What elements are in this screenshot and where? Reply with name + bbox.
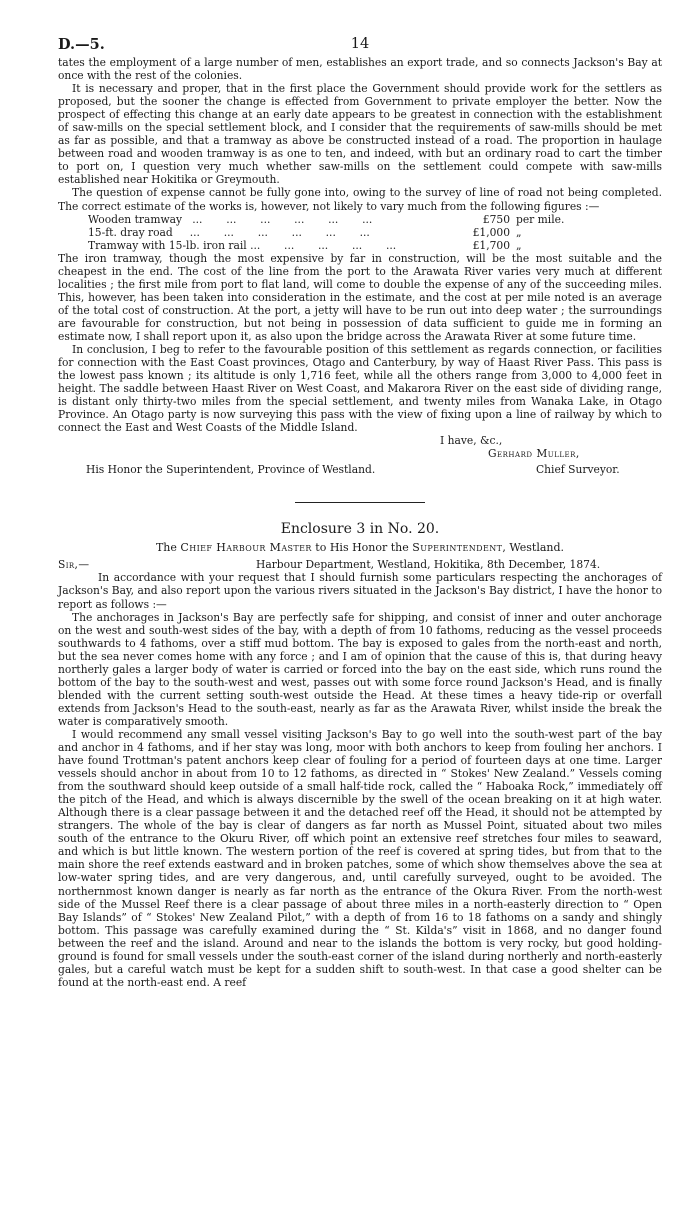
salutation: Sir,— [58, 558, 90, 572]
dateline: Harbour Department, Westland, Hokitika, 8th December, 1874. [256, 558, 601, 572]
estimate-amount: £750 [482, 212, 510, 226]
estimate-item: 15-ft. dray road ... ... ... ... ... ... [88, 225, 370, 239]
paragraph-iron-tramway: The iron tramway, though the most expensive by far in construction, will be the most suitable and the cheapest in the end. The cost of the line from the port to the Arawata River varies very much at different localities ; the first mile from port to flat land, will come to double the expense of any of the succeeding miles. This, however, has been taken into consideration in the estimate, and the cost at per mile noted is an average of the total cost of construction. At the port, a jetty will have to be run out into deep water ; the surroundings are favourable for construction, but not being in possession of data sufficient to guide me in forming an estimate now, I shall report upon it, as also upon the bridge across the Arawata River at some future time. [58, 251, 662, 343]
addressee: His Honor the Superintendent, Province of Westland. [86, 463, 376, 477]
paragraph-request: In accordance with your request that I should furnish some particulars respecting the anchorages of Jackson's Bay, and also report upon the various rivers situated in the Jackson's Bay district, I have the honor to report as follows :— [58, 571, 662, 611]
estimate-row [58, 226, 662, 239]
page-number: 14 [350, 36, 370, 52]
estimate-row [58, 239, 662, 252]
report-body [58, 56, 662, 478]
letter-heading [58, 558, 662, 571]
signatory-name: Gerhard Muller, [488, 447, 580, 461]
signatory-title: Chief Surveyor. [536, 463, 620, 477]
estimate-item: Tramway with 15-lb. iron rail ... ... ... ... ... [88, 238, 397, 252]
closing-line: I have, &c., [440, 434, 503, 448]
paragraph-government-work: It is necessary and proper, that in the first place the Government should provide work for the settlers as proposed, but the sooner the change is effected from Government to private employer the better. Now the prospect of effecting this change at an early date appears to be greatest in connection with the establishment of saw-mills on the special settlement block, and I consider that the requirements of saw-mills should be met as far as possible, and that a tramway as above be constructed instead of a road. The proportion in haulage between road and wooden tramway is as one to ten, and indeed, with but an ordinary road to cart the timber to port on, I question very much whether saw-mills on the settlement could compete with saw-mills established near Hokitika or Greymouth. [58, 82, 662, 187]
section-divider [295, 502, 425, 503]
paragraph-conclusion: In conclusion, I beg to refer to the favourable position of this settlement as regards connection, or facilities for connection with the East Coast provinces, Otago and Canterbury, by way of Haast River Pass. This pass is the lowest pass known ; its altitude is only 1,716 feet, while all the others range from 3,000 to 4,000 feet in height. The saddle between Haast River on West Coast, and Makarora River on the east side of dividing range, is distant only thirty-two miles from the special settlement, and twenty miles from Wanaka Lake, in Otago Province. An Otago party is now surveying this pass with the view of fixing upon a line of railway by which to connect the East and West Coasts of the Middle Island. [58, 343, 662, 435]
signature-block [58, 434, 662, 478]
paragraph-expense: The question of expense cannot be fully gone into, owing to the survey of line of road not being completed. The correct estimate of the works is, however, not likely to vary much from the following figures :— [58, 186, 662, 213]
estimate-item: Wooden tramway ... ... ... ... ... ... [88, 212, 373, 226]
paragraph-recommendation: I would recommend any small vessel visiting Jackson's Bay to go well into the south-west part of the bay and anchor in 4 fathoms, and if her stay was long, moor with both anchors to keep from fouling her anchors. I have found Trottman's patent anchors keep clear of fouling for a period of fourteen days at one time. Larger vessels should anchor in about from 10 to 12 fathoms, as directed in “ Stokes' New Zealand.” Vessels coming from the southward should keep outside of a small half-tide rock, called the “ Haboaka Rock,” immediately off the pitch of the Head, and which is always discernible by the swell of the ocean breaking on it at high water. Although there is a clear passage between it and the detached reef off the Head, it should not be attempted by strangers. The whole of the bay is clear of dangers as far north as Mussel Point, situated about two miles south of the entrance to the Okuru River, off which point an extensive reef stretches four miles to seaward, and which is but little known. The western portion of the reef is covered at spring tides, but from that to the main shore the reef extends eastward and in broken patches, some of which show themselves above the sea at low-water spring tides, and are very dangerous, and, until carefully surveyed, ought to be avoided. The northernmost known danger is nearly as far north as the entrance of the Okura River. From the north-west side of the Mussel Reef there is a clear passage of about three miles in a north-easterly direction to “ Open Bay Islands” of “ Stokes' New Zealand Pilot,” with a depth of from 16 to 18 fathoms on a sandy and shingly bottom. This passage was carefully examined during the “ St. Kilda's” visit in 1868, and no danger found between the reef and the island. Around and near to the islands the bottom is very rocky, but good holding-ground is found for small vessels under the south-east corner of the island during northerly and north-easterly gales, but a careful watch must be kept for a sudden shift to south-west. In that case a good shelter can be found at the north-east end. A reef [58, 727, 662, 989]
estimate-unit: „ [516, 238, 522, 252]
estimate-unit: „ [516, 225, 522, 239]
estimate-amount: £1,700 [472, 238, 510, 252]
estimate-amount: £1,000 [472, 225, 510, 239]
paragraph-continuation: tates the employment of a large number of men, establishes an export trade, and so connects Jackson's Bay at once with the rest of the colonies. [58, 56, 662, 83]
enclosure-subtitle: The Chief Harbour Master to His Honor the Superintendent, Westland. [155, 541, 565, 555]
enclosure-title: Enclosure 3 in No. 20. [280, 521, 440, 538]
estimate-unit: per mile. [516, 212, 565, 226]
document-reference: D.—5. [58, 36, 105, 53]
paragraph-anchorages: The anchorages in Jackson's Bay are perfectly safe for shipping, and consist of inner and outer anchorage on the west and south-west sides of the bay, with a depth of from 10 fathoms, reducing as the vessel proceeds southwards to 4 fathoms, over a stiff mud bottom. The bay is exposed to gales from the north-east and north, but the sea never comes home with any force ; and I am of opinion that the cause of this is, that during heavy northerly gales a larger body of water is carried or forced into the bay on the east side, which runs round the bottom of the bay to the south-west and west, passes out with some force round Jackson's Head, and is finally blended with the current setting south-west outside the Head. At these times a heavy tide-rip or overfall extends from Jackson's Head to the south-east, nearly as far as the Arawata River, whilst inside the break the water is comparatively smooth. [58, 610, 662, 728]
document-page [58, 30, 662, 989]
enclosure-body [58, 558, 662, 989]
page-header [58, 30, 662, 56]
estimate-row [58, 213, 662, 226]
